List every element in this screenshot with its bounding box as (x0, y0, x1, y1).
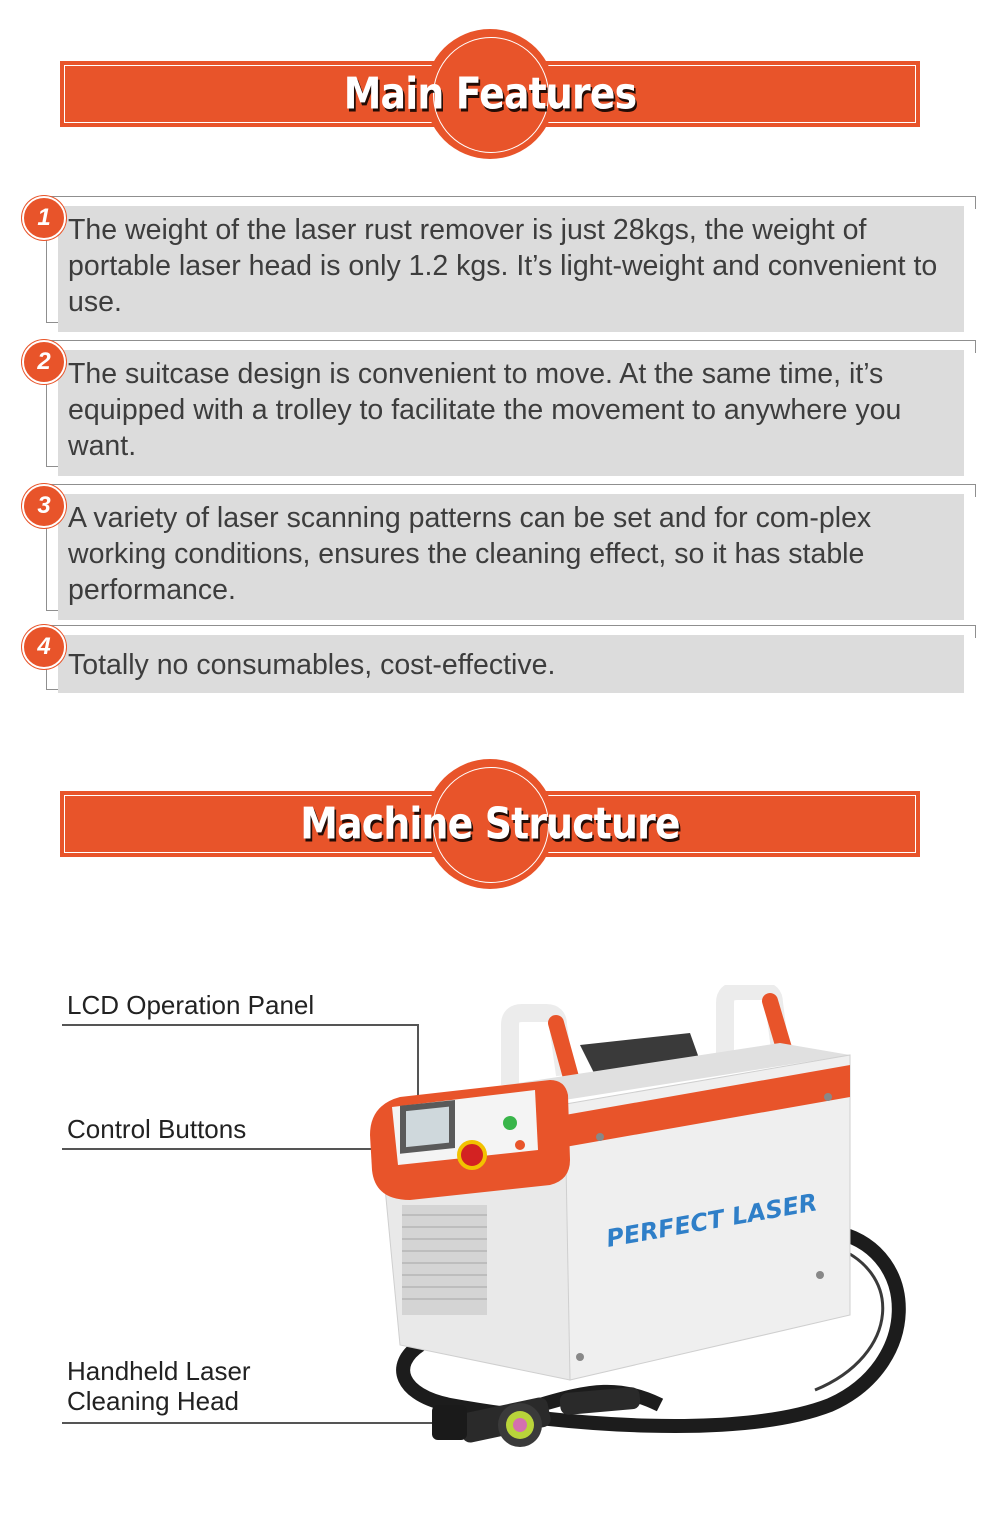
feature-number-badge: 2 (22, 340, 66, 384)
feature-item-1 (22, 196, 964, 336)
feature-frame-foot (46, 610, 58, 611)
feature-item-2 (22, 340, 964, 480)
feature-number-badge: 3 (22, 484, 66, 528)
feature-text: The weight of the laser rust remover is just 28kgs, the weight of portable laser head is only 1.2 kgs. It’s light-weight and convenient to use. (68, 214, 938, 318)
machine-structure-title: Machine Structure (300, 798, 680, 850)
indicator-button (515, 1140, 525, 1150)
label-control-buttons: Control Buttons (67, 1114, 247, 1144)
feature-item-4 (22, 625, 964, 697)
feature-text: A variety of laser scanning patterns can be set and for com-plex working conditions, ensures the cleaning effect, so it has stable performance. (68, 502, 872, 606)
green-button (503, 1116, 517, 1130)
feature-text: Totally no consumables, cost-effective. (68, 649, 556, 681)
machine-structure-banner (60, 791, 920, 857)
feature-number-badge: 1 (22, 196, 66, 240)
label-handheld-head-line1: Handheld Laser (67, 1356, 251, 1386)
label-lcd-operation-panel: LCD Operation Panel (67, 990, 315, 1020)
feature-frame-foot (46, 466, 58, 467)
feature-frame-foot (46, 689, 58, 690)
main-features-title: Main Features (343, 68, 637, 120)
laser-cleaner-machine-illustration (360, 985, 920, 1455)
handheld-laser-head (432, 1387, 660, 1447)
label-handheld-head-line2: Cleaning Head (67, 1386, 240, 1416)
emergency-stop-button (459, 1142, 485, 1168)
main-features-banner (60, 61, 920, 127)
feature-text: The suitcase design is convenient to move. At the same time, it’s equipped with a trolley to facilitate the movement to anywhere you want. (68, 358, 902, 462)
vent-grill (402, 1205, 487, 1315)
brand-logo-text: PERFECT LASER (604, 1188, 820, 1253)
feature-frame-foot (46, 322, 58, 323)
feature-item-3 (22, 484, 964, 624)
feature-number-badge: 4 (22, 625, 66, 669)
